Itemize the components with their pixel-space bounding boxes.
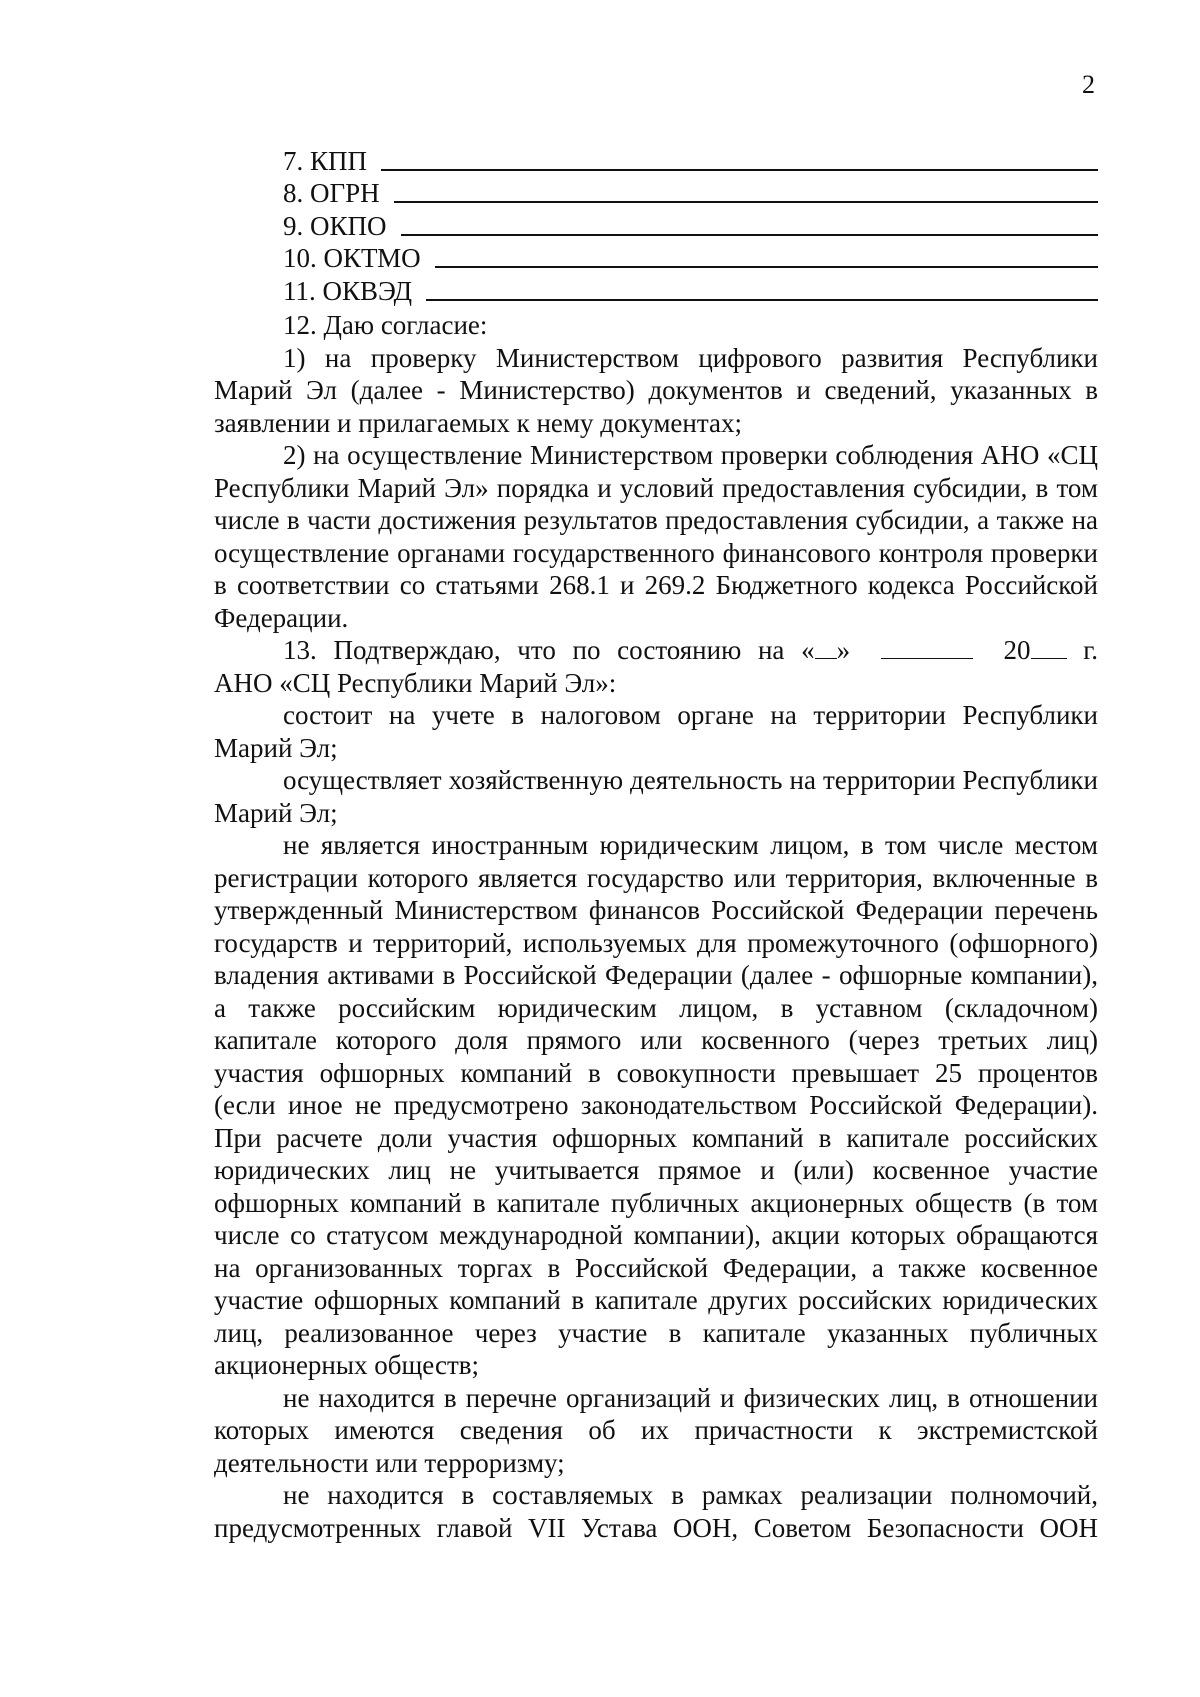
fill-line <box>435 266 1098 268</box>
fill-line <box>426 299 1098 301</box>
field-kpp <box>283 143 1098 176</box>
field-okpo <box>283 208 1098 241</box>
fill-line <box>394 201 1098 203</box>
month-blank <box>881 640 973 659</box>
field-oktmo <box>283 241 1098 274</box>
requisites-fields <box>283 143 1098 306</box>
field-okved <box>283 273 1098 306</box>
item-economic-activity: осуществляет хозяйственную деятельность на территории Республики Марий Эл; <box>214 765 1098 828</box>
field-label: 7. КПП <box>283 145 368 176</box>
field-label: 8. ОГРН <box>283 178 380 208</box>
item-tax-registration: состоит на учете в налоговом органе на территории Республики Марий Эл; <box>214 700 1098 763</box>
item-offshore: не является иностранным юридическим лицом, в том числе местом регистрации которого является государство или территория, включенные в утвержденный Министерством финансов Российской Федерации перечень государств и территорий, используемых для промежуточного (офшорного) владения активами в Российской Федерации (далее - офшорные компании), а также российским юридическим лицом, в уставном (складочном) капитале которого доля прямого или косвенного (через третьих лиц) участия офшорных компаний в совокупности превышает 25 процентов (если иное не предусмотрено законодательством Российской Федерации). При расчете доли участия офшорных компаний в капитале российских юридических лиц не учитывается прямое и (или) косвенное участие офшорных компаний в капитале публичных акционерных обществ (в том числе со статусом международной компании), акции которых обращаются на организованных торгах в Российской Федерации, а также косвенное участие офшорных компаний в капитале других российских юридических лиц, реализованное через участие в капитале указанных публичных акционерных обществ; <box>214 830 1098 1380</box>
year-suffix: г. <box>1083 635 1099 665</box>
item-un-lists: не находится в составляемых в рамках реализации полномочий, предусмотренных главой VII Устава ООН, Советом Безопасности ООН <box>214 1480 1098 1543</box>
field-label: 10. ОКТМО <box>283 243 421 273</box>
day-blank <box>815 640 837 659</box>
field-label: 9. ОКПО <box>283 210 387 241</box>
year-prefix: 20 <box>1003 635 1031 665</box>
confirm-statement <box>214 634 1098 667</box>
fill-line <box>381 169 1098 171</box>
consent-item-2: 2) на осуществление Министерством проверки соблюдения АНО «СЦ Республики Марий Эл» порядка и условий предоставления субсидии, в том числе в части достижения результатов предоставления субсидии, а также на осуществление органами государственного финансового контроля проверки в соответствии со статьями 268.1 и 269.2 Бюджетного кодекса Российской Федерации. <box>214 440 1098 633</box>
fill-line <box>401 234 1098 236</box>
document-body <box>214 309 1098 1544</box>
item-extremism: не находится в перечне организаций и физических лиц, в отношении которых имеются сведения об их причастности к экстремистской деятельности или терроризму; <box>214 1382 1098 1478</box>
confirm-prefix: 13. Подтверждаю, что по состоянию на « <box>283 635 815 665</box>
consent-item-1: 1) на проверку Министерством цифрового развития Республики Марий Эл (далее - Министерство) документов и сведений, указанных в заявлении и прилагаемых к нему документах; <box>214 342 1098 438</box>
consent-heading: 12. Даю согласие: <box>283 310 488 340</box>
page-number: 2 <box>1082 70 1095 99</box>
field-ogrn <box>283 176 1098 209</box>
confirm-org: АНО «СЦ Республики Марий Эл»: <box>214 667 617 698</box>
confirm-close-quote: » <box>836 635 851 665</box>
year-blank <box>1031 640 1067 659</box>
field-label: 11. ОКВЭД <box>283 275 412 306</box>
